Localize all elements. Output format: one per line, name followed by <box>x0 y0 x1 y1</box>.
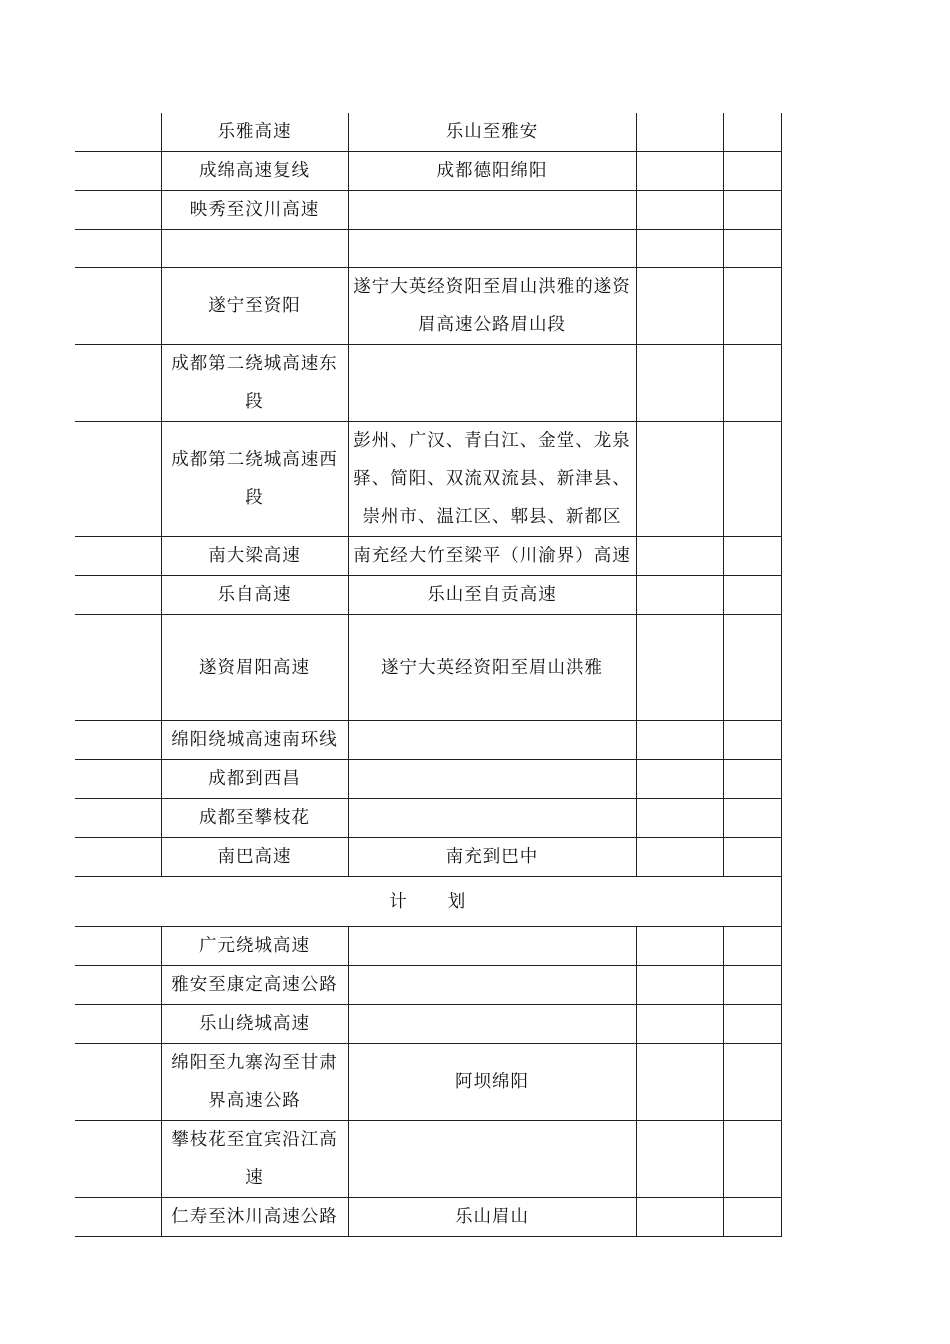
blank-cell <box>723 760 781 799</box>
blank-cell <box>723 1121 781 1198</box>
road-name-cell: 映秀至汶川高速 <box>161 191 348 230</box>
road-name-cell <box>161 230 348 268</box>
table-row <box>75 1044 781 1121</box>
blank-cell <box>723 422 781 537</box>
table-row <box>75 152 781 191</box>
road-name-cell: 成绵高速复线 <box>161 152 348 191</box>
road-name-cell: 成都第二绕城高速西段 <box>161 422 348 537</box>
route-cell: 乐山至雅安 <box>348 113 636 152</box>
blank-cell <box>636 799 723 838</box>
route-cell <box>348 345 636 422</box>
section-char-right: 划 <box>447 891 467 912</box>
blank-cell <box>636 760 723 799</box>
section-char-left: 计 <box>389 891 408 912</box>
table-row <box>75 113 781 152</box>
table-row <box>75 230 781 268</box>
road-name-cell: 遂资眉阳高速 <box>161 615 348 721</box>
route-cell: 南充经大竹至梁平（川渝界）高速 <box>348 537 636 576</box>
route-cell <box>348 927 636 966</box>
blank-cell <box>636 345 723 422</box>
table-row <box>75 721 781 760</box>
blank-cell <box>723 927 781 966</box>
blank-cell <box>723 721 781 760</box>
road-name-cell: 南大梁高速 <box>161 537 348 576</box>
blank-cell <box>723 966 781 1005</box>
blank-cell <box>636 230 723 268</box>
route-cell: 彭州、广汉、青白江、金堂、龙泉驿、简阳、双流双流县、新津县、崇州市、温江区、郫县、新都区 <box>348 422 636 537</box>
blank-cell <box>636 721 723 760</box>
index-cell <box>75 1121 161 1198</box>
table-row <box>75 1005 781 1044</box>
index-cell <box>75 230 161 268</box>
table-body-bottom <box>75 927 781 1237</box>
blank-cell <box>636 191 723 230</box>
index-cell <box>75 345 161 422</box>
road-name-cell: 成都到西昌 <box>161 760 348 799</box>
table-row <box>75 537 781 576</box>
table-row <box>75 799 781 838</box>
route-cell <box>348 191 636 230</box>
index-cell <box>75 1198 161 1237</box>
route-cell <box>348 760 636 799</box>
index-cell <box>75 422 161 537</box>
road-name-cell: 雅安至康定高速公路 <box>161 966 348 1005</box>
road-name-cell: 乐山绕城高速 <box>161 1005 348 1044</box>
blank-cell <box>723 191 781 230</box>
route-cell <box>348 230 636 268</box>
blank-cell <box>636 1198 723 1237</box>
road-name-cell: 绵阳至九寨沟至甘肃界高速公路 <box>161 1044 348 1121</box>
index-cell <box>75 191 161 230</box>
table-row <box>75 760 781 799</box>
blank-cell <box>636 152 723 191</box>
route-cell <box>348 721 636 760</box>
blank-cell <box>723 113 781 152</box>
road-name-cell: 成都至攀枝花 <box>161 799 348 838</box>
section-header-row <box>75 877 781 927</box>
blank-cell <box>636 537 723 576</box>
index-cell <box>75 113 161 152</box>
blank-cell <box>636 268 723 345</box>
table-row <box>75 422 781 537</box>
table-row <box>75 966 781 1005</box>
blank-cell <box>636 576 723 615</box>
road-name-cell: 绵阳绕城高速南环线 <box>161 721 348 760</box>
index-cell <box>75 615 161 721</box>
index-cell <box>75 152 161 191</box>
road-name-cell: 仁寿至沐川高速公路 <box>161 1198 348 1237</box>
blank-cell <box>636 1005 723 1044</box>
road-name-cell: 广元绕城高速 <box>161 927 348 966</box>
road-name-cell: 遂宁至资阳 <box>161 268 348 345</box>
blank-cell <box>723 615 781 721</box>
blank-cell <box>723 1198 781 1237</box>
index-cell <box>75 576 161 615</box>
index-cell <box>75 838 161 877</box>
route-cell: 阿坝绵阳 <box>348 1044 636 1121</box>
blank-cell <box>636 927 723 966</box>
blank-cell <box>636 113 723 152</box>
table-row <box>75 1198 781 1237</box>
index-cell <box>75 1005 161 1044</box>
blank-cell <box>723 152 781 191</box>
section-header-row-group <box>75 877 781 927</box>
section-header-plan <box>75 877 781 927</box>
blank-cell <box>636 1044 723 1121</box>
route-cell <box>348 966 636 1005</box>
index-cell <box>75 1044 161 1121</box>
route-cell <box>348 1121 636 1198</box>
road-name-cell: 成都第二绕城高速东段 <box>161 345 348 422</box>
blank-cell <box>636 966 723 1005</box>
road-name-cell: 乐自高速 <box>161 576 348 615</box>
index-cell <box>75 721 161 760</box>
table-row <box>75 576 781 615</box>
highway-table <box>75 113 782 1237</box>
index-cell <box>75 799 161 838</box>
blank-cell <box>723 576 781 615</box>
route-cell: 遂宁大英经资阳至眉山洪雅 <box>348 615 636 721</box>
index-cell <box>75 537 161 576</box>
table-row <box>75 268 781 345</box>
road-name-cell: 南巴高速 <box>161 838 348 877</box>
blank-cell <box>723 799 781 838</box>
road-name-cell: 攀枝花至宜宾沿江高速 <box>161 1121 348 1198</box>
route-cell: 乐山至自贡高速 <box>348 576 636 615</box>
table-row <box>75 838 781 877</box>
index-cell <box>75 268 161 345</box>
table-row <box>75 345 781 422</box>
route-cell: 乐山眉山 <box>348 1198 636 1237</box>
index-cell <box>75 966 161 1005</box>
blank-cell <box>723 230 781 268</box>
route-cell <box>348 799 636 838</box>
table-row <box>75 191 781 230</box>
blank-cell <box>636 615 723 721</box>
blank-cell <box>723 838 781 877</box>
index-cell <box>75 927 161 966</box>
road-name-cell: 乐雅高速 <box>161 113 348 152</box>
blank-cell <box>636 1121 723 1198</box>
blank-cell <box>723 1005 781 1044</box>
table-body-top <box>75 113 781 877</box>
table-row <box>75 1121 781 1198</box>
route-cell <box>348 1005 636 1044</box>
route-cell: 成都德阳绵阳 <box>348 152 636 191</box>
blank-cell <box>723 268 781 345</box>
blank-cell <box>723 537 781 576</box>
index-cell <box>75 760 161 799</box>
route-cell: 遂宁大英经资阳至眉山洪雅的遂资眉高速公路眉山段 <box>348 268 636 345</box>
blank-cell <box>723 345 781 422</box>
blank-cell <box>636 838 723 877</box>
table-row <box>75 927 781 966</box>
blank-cell <box>636 422 723 537</box>
blank-cell <box>723 1044 781 1121</box>
route-cell: 南充到巴中 <box>348 838 636 877</box>
table-row <box>75 615 781 721</box>
